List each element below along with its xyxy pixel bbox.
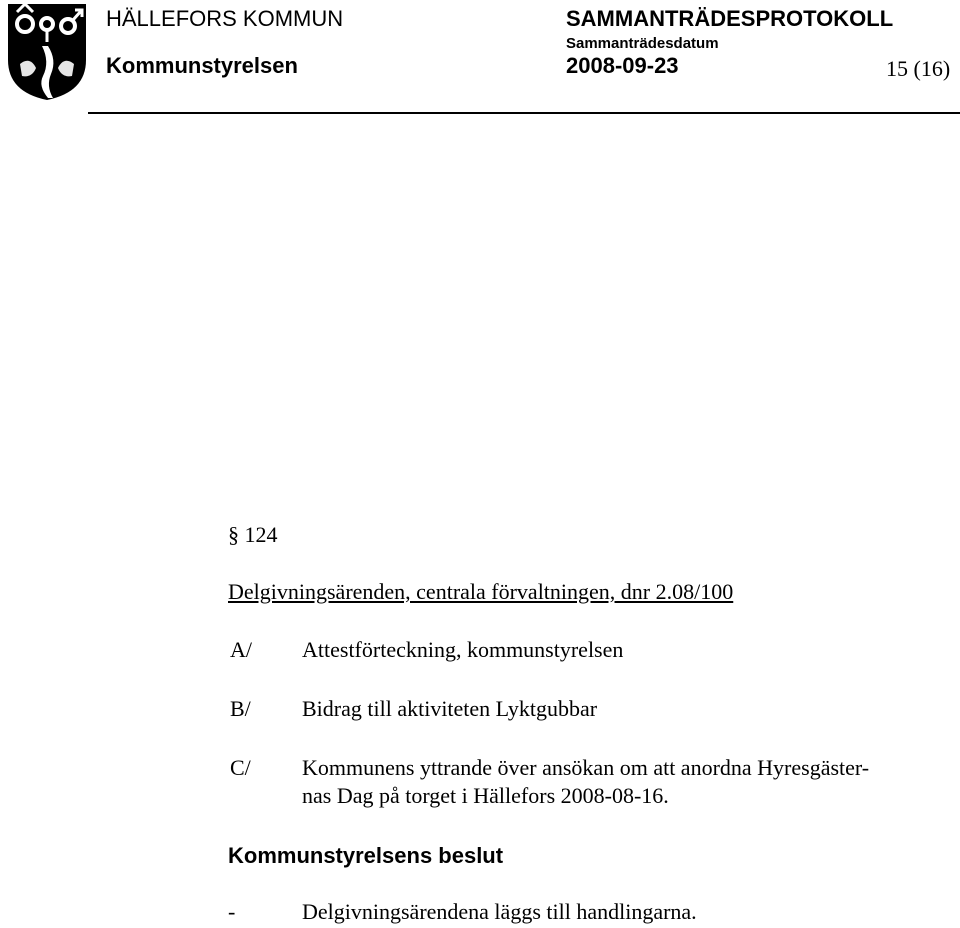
meeting-date: 2008-09-23 bbox=[566, 53, 679, 78]
municipality-name: HÄLLEFORS KOMMUN bbox=[106, 6, 344, 31]
resolution-text: Delgivningsärendena läggs till handlingarna. bbox=[302, 899, 697, 924]
item-text: Kommunens yttrande över ansökan om att anordna Hyresgäster- bbox=[302, 755, 870, 780]
item-text-continuation: nas Dag på torget i Hällefors 2008-08-16. bbox=[302, 783, 669, 808]
resolution-heading: Kommunstyrelsens beslut bbox=[228, 843, 504, 868]
section-title: Delgivningsärenden, centrala förvaltningen, dnr 2.08/100 bbox=[228, 579, 734, 604]
item-letter: A/ bbox=[230, 637, 252, 662]
item-text: Attestförteckning, kommunstyrelsen bbox=[302, 637, 624, 662]
paragraph-number: § 124 bbox=[228, 522, 278, 547]
item-text: Bidrag till aktiviteten Lyktgubbar bbox=[302, 696, 598, 721]
page-number: 15 (16) bbox=[886, 56, 951, 81]
municipality-coat-of-arms-logo bbox=[6, 2, 88, 102]
board-name: Kommunstyrelsen bbox=[106, 53, 298, 78]
item-letter: B/ bbox=[230, 696, 251, 721]
header-divider bbox=[88, 112, 960, 114]
document-type: SAMMANTRÄDESPROTOKOLL bbox=[566, 6, 894, 31]
resolution-bullet: - bbox=[228, 899, 236, 924]
item-letter: C/ bbox=[230, 755, 251, 780]
meeting-date-label: Sammanträdesdatum bbox=[566, 35, 719, 52]
